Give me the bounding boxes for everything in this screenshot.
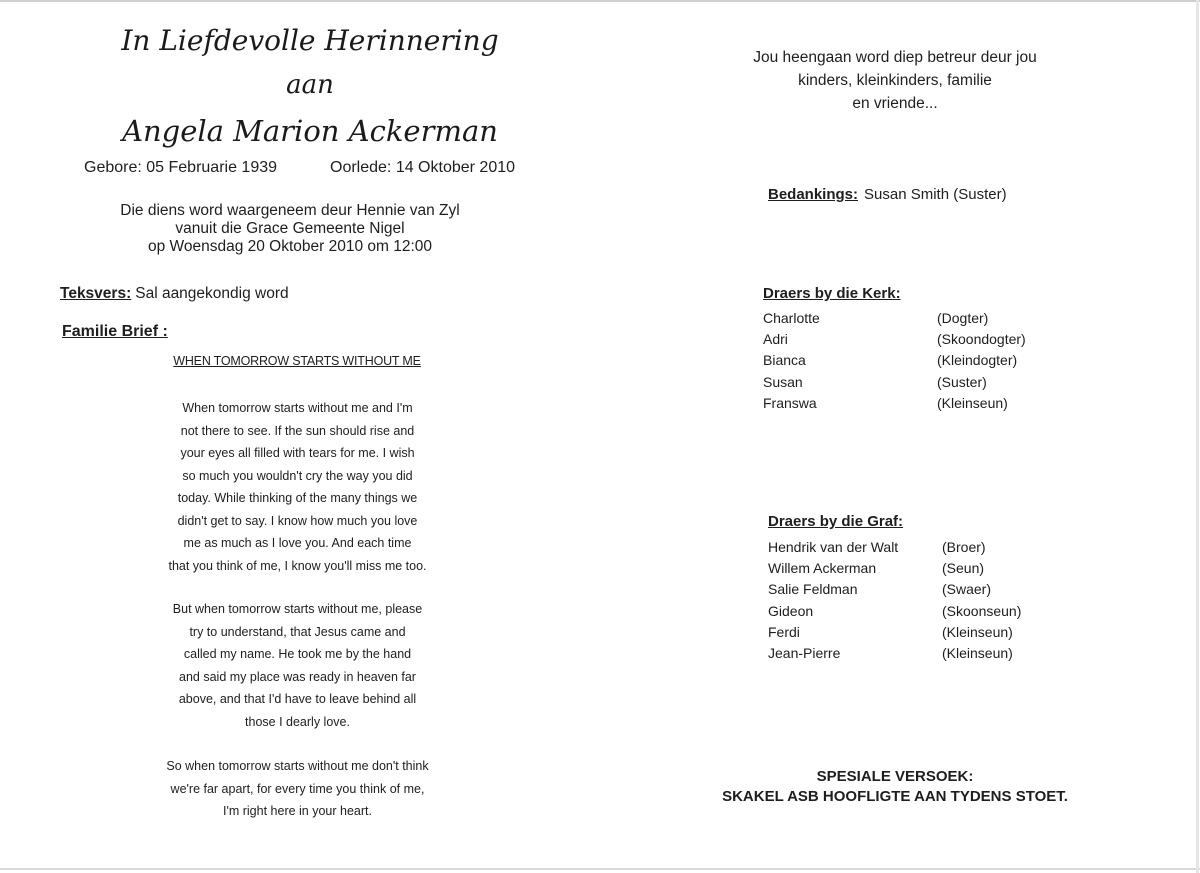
pallbearer-relation: (Kleinseun) (942, 644, 1013, 661)
poem-line: I'm right here in your heart. (223, 804, 372, 818)
service-line-datetime: op Woensdag 20 Oktober 2010 om 12:00 (147, 238, 433, 255)
special-request-text: SKAKEL ASB HOOFLIGTE AAN TYDENS STOET. (722, 788, 1068, 805)
poem-line: didn't get to say. I know how much you love (177, 513, 418, 528)
poem-line: try to understand, that Jesus came and (189, 624, 406, 639)
pallbearer-row (768, 622, 1068, 643)
teksvers-label: Teksvers: (60, 285, 132, 302)
pallbearer-name: Ferdi (768, 623, 800, 640)
pallbearer-name: Hendrik van der Walt (768, 539, 899, 555)
poem-line: called my name. He took me by the hand (183, 647, 412, 661)
farewell-line: kinders, kleinkinders, familie (798, 72, 992, 89)
teksvers (60, 285, 289, 303)
bedankings-value: Susan Smith (Suster) (864, 186, 1007, 203)
memorial-heading: In Liefdevolle Herinnering (121, 24, 499, 57)
pallbearer-row (763, 329, 1063, 350)
page-edge-right (1196, 0, 1199, 873)
pallbearer-relation: (Skoonseun) (942, 602, 1022, 619)
pallbearer-row (768, 643, 1068, 664)
poem-stanza-2 (140, 598, 455, 733)
poem-stanza-1 (140, 397, 455, 577)
poem-line: today. While thinking of the many things we (177, 491, 418, 505)
page-edge-bottom (0, 868, 1200, 870)
pallbearer-row (763, 350, 1063, 371)
pallbearer-relation: (Swaer) (942, 581, 992, 598)
poem-line: we're far apart, for every time you think of me, (170, 781, 425, 796)
teksvers-value: Sal aangekondig word (135, 285, 289, 302)
pallbearer-row (768, 579, 1068, 600)
poem-line: so much you wouldn't cry the way you did (182, 468, 413, 483)
familie-brief-label: Familie Brief : (62, 323, 168, 340)
pallbearer-relation: (Broer) (942, 539, 986, 555)
pallbearer-row (768, 601, 1068, 622)
bedankings-label: Bedankings: (768, 186, 859, 203)
service-line-church: vanuit die Grace Gemeente Nigel (175, 220, 405, 237)
poem-line: those I dearly love. (245, 714, 350, 729)
pallbearer-relation: (Kleinseun) (937, 394, 1008, 411)
poem-line: that you think of me, I know you'll miss me too. (168, 558, 427, 573)
pallbearer-name: Salie Feldman (768, 581, 858, 598)
poem-line: above, and that I'd have to leave behind all (178, 692, 417, 706)
farewell-line: Jou heengaan word diep betreur deur jou (753, 49, 1037, 66)
poem-line: But when tomorrow starts without me, please (172, 602, 423, 616)
pallbearer-row (763, 372, 1063, 393)
pallbearer-row (768, 558, 1068, 579)
bedankings (768, 186, 1007, 203)
death-date: Oorlede: 14 Oktober 2010 (330, 159, 516, 176)
page-edge-top (0, 0, 1200, 2)
pallbearer-row (763, 393, 1063, 414)
deceased-name: Angela Marion Ackerman (122, 114, 498, 148)
pallbearer-name: Adri (763, 331, 788, 348)
birth-date: Gebore: 05 Februarie 1939 (84, 159, 278, 176)
poem-line: So when tomorrow starts without me don't think (166, 759, 429, 773)
poem-line: not there to see. If the sun should rise and (180, 423, 415, 438)
draers-graf-heading: Draers by die Graf: (768, 513, 904, 530)
farewell-message (700, 46, 1090, 115)
pallbearer-name: Bianca (763, 352, 806, 369)
special-request (680, 767, 1110, 807)
pallbearer-relation: (Suster) (937, 373, 987, 390)
poem-stanza-3 (140, 755, 455, 823)
service-details (80, 202, 500, 256)
poem-title: WHEN TOMORROW STARTS WITHOUT ME (173, 354, 421, 368)
pallbearer-name: Charlotte (763, 310, 820, 326)
pallbearer-relation: (Kleinseun) (942, 623, 1013, 640)
pallbearer-relation: (Skoondogter) (937, 331, 1026, 348)
farewell-line: en vriende... (852, 95, 938, 112)
pallbearer-name: Jean-Pierre (768, 644, 841, 661)
draers-kerk-list (763, 308, 1063, 414)
service-line-officiant: Die diens word waargeneem deur Hennie van Zyl (120, 202, 460, 219)
pallbearer-name: Susan (763, 373, 803, 390)
pallbearer-relation: (Seun) (942, 560, 985, 577)
pallbearer-name: Willem Ackerman (768, 560, 877, 577)
poem-line: me as much as I love you. And each time (183, 536, 412, 550)
poem-line: When tomorrow starts without me and I'm (182, 401, 413, 415)
draers-kerk-heading: Draers by die Kerk: (763, 285, 901, 302)
pallbearer-name: Franswa (763, 394, 817, 411)
poem-line: and said my place was ready in heaven far (179, 669, 416, 684)
poem-line: your eyes all filled with tears for me. I wish (180, 446, 415, 460)
draers-graf-list (768, 537, 1068, 664)
special-request-heading: SPESIALE VERSOEK: (816, 768, 974, 785)
pallbearer-relation: (Kleindogter) (937, 352, 1018, 369)
pallbearer-row (763, 308, 1063, 329)
pallbearer-name: Gideon (768, 602, 814, 619)
pallbearer-row (768, 537, 1068, 558)
memorial-heading-aan: aan (286, 70, 334, 100)
pallbearer-relation: (Dogter) (937, 310, 989, 326)
